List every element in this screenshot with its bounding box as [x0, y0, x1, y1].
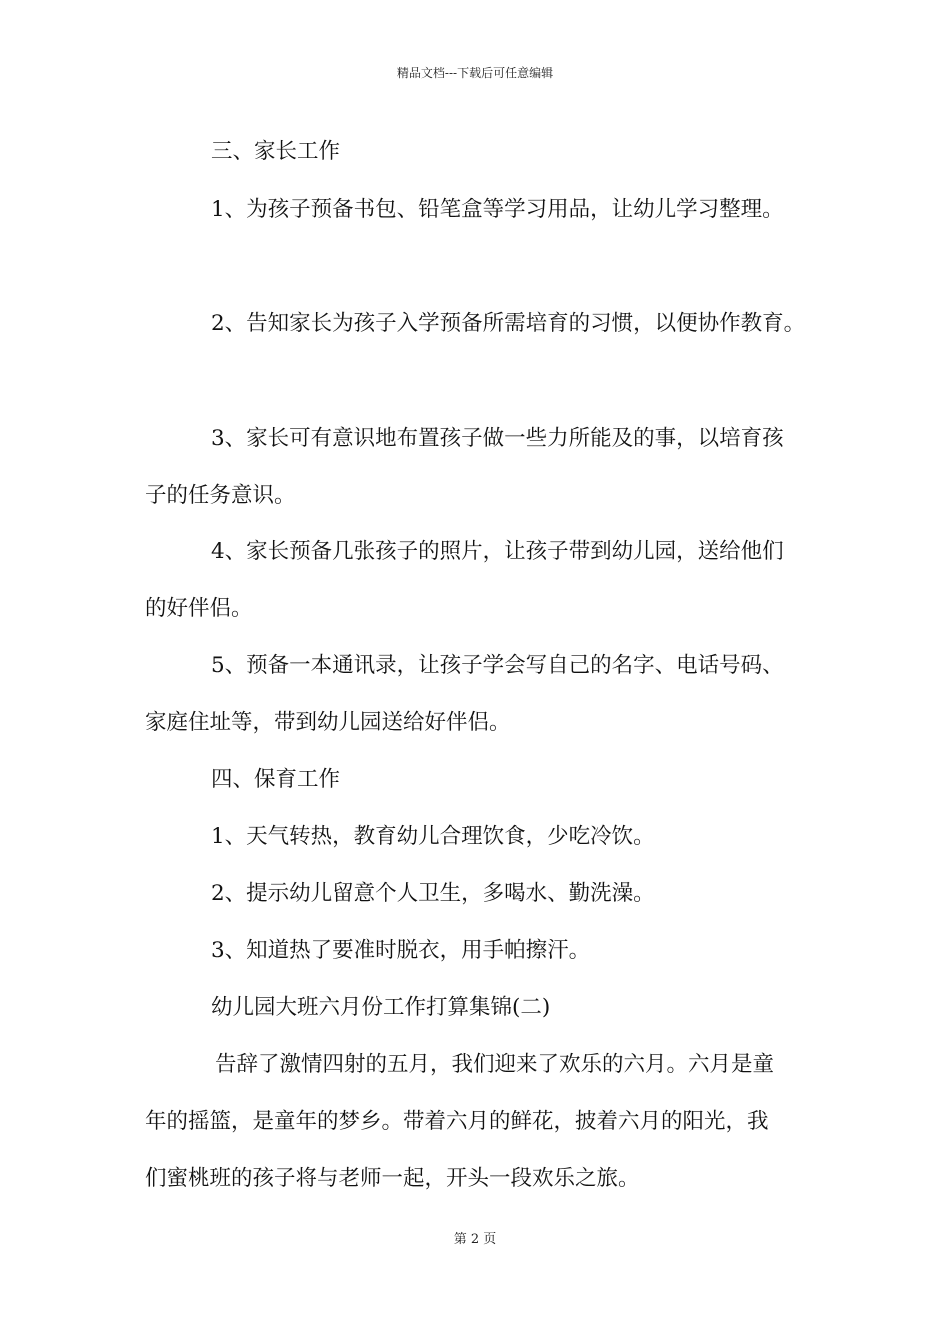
page-header: 精品文档---下载后可任意编辑 — [396, 66, 554, 80]
paragraph-line: 3、知道热了要准时脱衣，用手帕擦汗。 — [211, 938, 591, 963]
paragraph-line: 1、为孩子预备书包、铅笔盒等学习用品，让幼儿学习整理。 — [211, 197, 784, 222]
paragraph-line: 告辞了激情四射的五月，我们迎来了欢乐的六月。六月是童 — [215, 1052, 775, 1077]
paragraph-line: 子的任务意识。 — [145, 483, 296, 508]
article-title: 幼儿园大班六月份工作打算集锦(二) — [211, 995, 551, 1020]
paragraph-line: 家庭住址等，带到幼儿园送给好伴侣。 — [145, 710, 511, 735]
paragraph-line: 5、预备一本通讯录，让孩子学会写自己的名字、电话号码、 — [211, 653, 784, 678]
paragraph-line: 1、天气转热，教育幼儿合理饮食，少吃冷饮。 — [211, 824, 655, 849]
section-heading-parent-work: 三、家长工作 — [211, 139, 341, 164]
paragraph-line: 2、告知家长为孩子入学预备所需培育的习惯，以便协作教育。 — [211, 311, 806, 336]
paragraph-line: 们蜜桃班的孩子将与老师一起，开头一段欢乐之旅。 — [145, 1166, 640, 1191]
paragraph-line: 4、家长预备几张孩子的照片，让孩子带到幼儿园，送给他们 — [211, 539, 784, 564]
paragraph-line: 的好伴侣。 — [145, 596, 253, 621]
paragraph-line: 2、提示幼儿留意个人卫生，多喝水、勤洗澡。 — [211, 881, 655, 906]
paragraph-line: 年的摇篮，是童年的梦乡。带着六月的鲜花，披着六月的阳光，我 — [145, 1109, 769, 1134]
page-number: 第 2 页 — [453, 1232, 497, 1247]
section-heading-care-work: 四、保育工作 — [211, 767, 341, 792]
paragraph-line: 3、家长可有意识地布置孩子做一些力所能及的事，以培育孩 — [211, 426, 784, 451]
